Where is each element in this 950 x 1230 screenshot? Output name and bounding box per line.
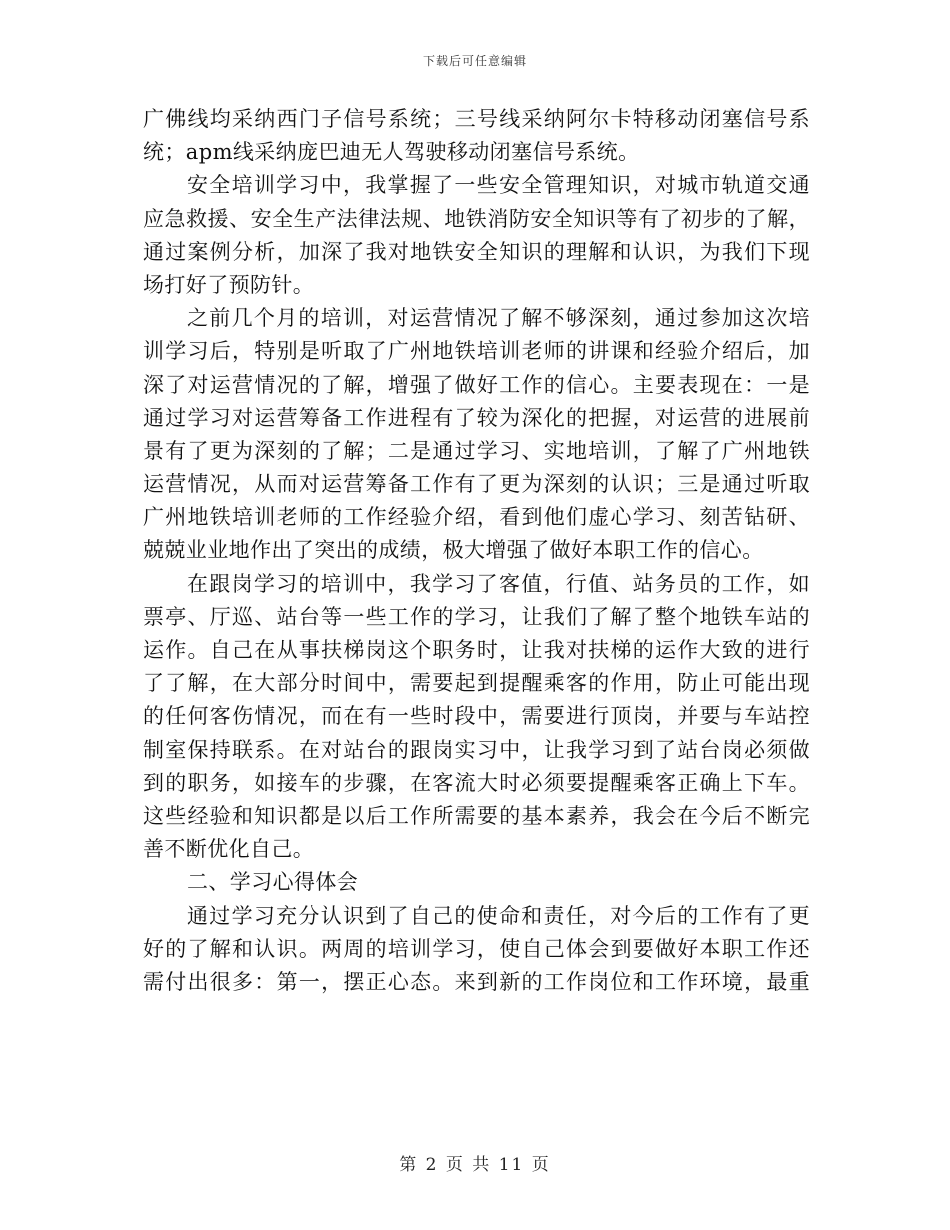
text-line: 广佛线均采纳西门子信号系统；三号线采纳阿尔卡特移动闭塞信号系 (143, 107, 810, 131)
text-line: 训学习后，特别是听取了广州地铁培训老师的讲课和经验介绍后，加 (143, 339, 810, 364)
text-line: 制室保持联系。在对站台的跟岗实习中，让我学习到了站台岗必须做 (143, 737, 810, 762)
text-line: 通过案例分析，加深了我对地铁安全知识的理解和认识，为我们下现 (143, 239, 810, 264)
text-line: 安全培训学习中，我掌握了一些安全管理知识，对城市轨道交通 (187, 173, 810, 198)
text-line: 好的了解和认识。两周的培训学习，使自己体会到要做好本职工作还 (143, 936, 810, 961)
text-line: 通过学习对运营筹备工作进程有了较为深化的把握，对运营的进展前 (143, 405, 810, 430)
text-line: 之前几个月的培训，对运营情况了解不够深刻，通过参加这次培 (187, 306, 810, 331)
text-line: 在跟岗学习的培训中，我学习了客值，行值、站务员的工作，如 (187, 571, 810, 596)
text-line: 兢兢业业地作出了突出的成绩，极大增强了做好本职工作的信心。 (143, 538, 764, 563)
text-line: 这些经验和知识都是以后工作所需要的基本素养，我会在今后不断完 (143, 803, 810, 828)
document-body (143, 103, 810, 999)
text-line: 统；apm线采纳庞巴迪无人驾驶移动闭塞信号系统。 (143, 140, 640, 165)
text-line: 应急救援、安全生产法律法规、地铁消防安全知识等有了初步的了解， (143, 206, 810, 231)
text-line: 场打好了预防针。 (143, 272, 315, 297)
page-header: 下载后可任意编辑 (422, 54, 527, 68)
text-line: 到的职务，如接车的步骤，在客流大时必须要提醒乘客正确上下车。 (143, 770, 810, 795)
text-line: 运营情况，从而对运营筹备工作有了更为深刻的认识；三是通过听取 (143, 472, 810, 497)
text-line: 票亭、厅巡、站台等一些工作的学习，让我们了解了整个地铁车站的 (143, 604, 810, 629)
text-line: 景有了更为深刻的了解；二是通过学习、实地培训，了解了广州地铁 (143, 438, 810, 463)
text-line: 深了对运营情况的了解，增强了做好工作的信心。主要表现在：一是 (143, 372, 810, 397)
text-line: 需付出很多：第一，摆正心态。来到新的工作岗位和工作环境，最重 (143, 969, 810, 994)
text-line: 运作。自己在从事扶梯岗这个职务时，让我对扶梯的运作大致的进行 (143, 638, 810, 662)
text-line: 的任何客伤情况，而在有一些时段中，需要进行顶岗，并要与车站控 (143, 704, 810, 729)
text-line: 了了解，在大部分时间中，需要起到提醒乘客的作用，防止可能出现 (143, 671, 810, 696)
text-line: 通过学习充分认识到了自己的使命和责任，对今后的工作有了更 (187, 903, 810, 928)
text-line: 广州地铁培训老师的工作经验介绍，看到他们虚心学习、刻苦钻研、 (143, 505, 810, 530)
text-line: 二、学习心得体会 (187, 870, 359, 895)
page-number-footer: 第 2 页 共 11 页 (399, 1155, 551, 1175)
text-line: 善不断优化自己。 (143, 837, 315, 862)
